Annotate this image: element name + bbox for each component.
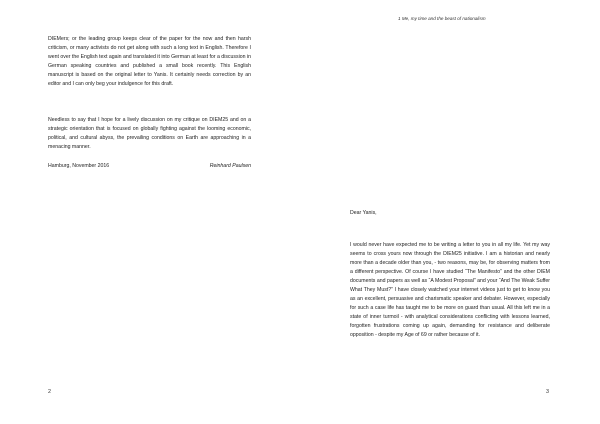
signature-author: Reinhard Paulsen (209, 163, 251, 169)
letter-paragraph: I would never have expected me to be writing a letter to you in all my life. Yet my way seems to cross yours now through the DIEM25 initiative. I am a historian and nearly more than a decade older than you, - two reasons, may be, for observing matters from a different perspective. Of course I have studied “The Manifesto” and the other DIEM documents and papers as well as “A Modest Proposal” and your “And The Weak Suffer What They Must?” I have closely watched your internet videos just to get to know you as an excellent, persuasive and charismatic speaker and debater. However, especially for such a case life has taught me to be more on guard than usual. All this left me in a state of inner turmoil - with analytical considerations conflicting with lessons learned, forgotten frustrations coming up again, demanding for resistance and deliberate opposition - despite my Age of 69 or rather because of it. (350, 242, 550, 339)
signature-place-date: Hamburg, November 2016 (48, 163, 110, 169)
right-page (300, 0, 600, 424)
page-number-right: 3 (546, 389, 549, 395)
running-head: 1 Me, my time and the beast of nationalism (398, 16, 486, 21)
signature-line (48, 163, 251, 169)
left-paragraph-2: Needless to say that I hope for a lively discussion on my critique on DIEM25 and on a strategic orientation that is focused on globally fighting against the looming economic, political, and cultural abyss, the prevailing conditions on Earth are approaching in a menacing manner. (48, 117, 251, 151)
letter-salutation: Dear Yanis, (350, 210, 377, 216)
page-number-left: 2 (48, 389, 51, 395)
left-paragraph-1: DIEMers; or the leading group keeps clear of the paper for the now and then harsh criticism, or many activists do not get along with such a long text in English. Therefore I went over the English text again and translated it into German at least for a discussion in German speaking countries and published a small book recently. This English manuscript is based on the original letter to Yanis. It certainly needs correction by an editor and I can only beg your indulgence for this draft. (48, 36, 252, 88)
